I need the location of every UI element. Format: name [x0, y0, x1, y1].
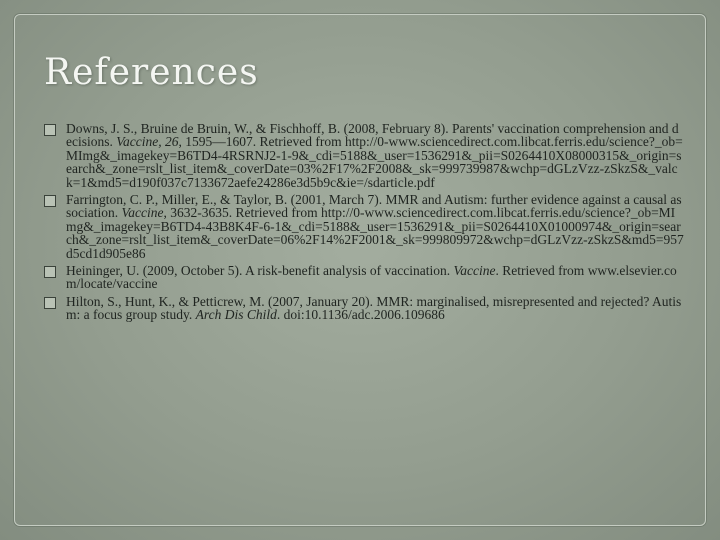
reference-item — [44, 295, 684, 322]
slide-title: References — [44, 52, 259, 93]
reference-text-plain: Hilton, S., Hunt, K., & Petticrew, M. (2007, January 20). MMR: marginalised, misrepresented and rejected? Autism: a focus group study. — [66, 293, 682, 323]
reference-text-plain: Heininger, U. (2009, October 5). A risk-benefit analysis of vaccination. — [66, 263, 454, 279]
reference-source-italic: Arch Dis Child — [195, 307, 277, 323]
reference-text — [66, 193, 684, 260]
reference-text-rest: , 1595—1607. Retrieved from http://0-www.sciencedirect.com.libcat.ferris.edu/science?_ob=MImg&_imagekey=B6TD4-4RSRNJ2-1-9&_cdi=5188&_user=1536291&_pii=S0264410X08000315&_origin=search&_zone=rslt_list_item&_coverDate=03%2F17%2F2008&_sk=999739987&wchp=dGLzVzz-zSkzS&_valck=1&md5=d190f037c7133672aefe24286e3d5b9c&ie=/sdarticle.pdf — [66, 134, 683, 190]
reference-text — [66, 122, 684, 189]
square-bullet-icon — [44, 195, 56, 207]
reference-text-rest: , 3632-3635. Retrieved from http://0-www.sciencedirect.com.libcat.ferris.edu/science?_ob=MImg&_imagekey=B6TD4-43B8K4F-6-1&_cdi=5188&_user=1536291&_pii=S0264410X01000974&_origin=search&_zone=rslt_list_item&_coverDate=06%2F14%2F2001&_sk=999809972&wchp=dGLzVzz-zSkzS&md5=957d5cd1d905e86 — [66, 205, 684, 261]
reference-text-plain: Farrington, C. P., Miller, E., & Taylor, B. (2001, March 7). MMR and Autism: further evidence against a causal association. — [66, 192, 682, 221]
reference-item — [44, 122, 684, 189]
reference-source-italic: Vaccine — [121, 205, 164, 221]
square-bullet-icon — [44, 297, 56, 309]
reference-item — [44, 193, 684, 260]
square-bullet-icon — [44, 266, 56, 278]
reference-text-rest: . doi:10.1136/adc.2006.109686 — [276, 307, 445, 323]
reference-list — [44, 122, 684, 326]
reference-text — [66, 264, 684, 291]
reference-source-italic: Vaccine — [453, 263, 496, 279]
square-bullet-icon — [44, 124, 56, 136]
reference-text-rest: . Retrieved from www.elsevier.com/locate/vaccine — [66, 263, 677, 292]
reference-source-italic: Vaccine, 26 — [116, 134, 179, 150]
reference-text-plain: Downs, J. S., Bruine de Bruin, W., & Fischhoff, B. (2008, February 8). Parents' vaccination comprehension and decisions. — [66, 121, 679, 150]
reference-item — [44, 264, 684, 291]
reference-text — [66, 295, 684, 322]
